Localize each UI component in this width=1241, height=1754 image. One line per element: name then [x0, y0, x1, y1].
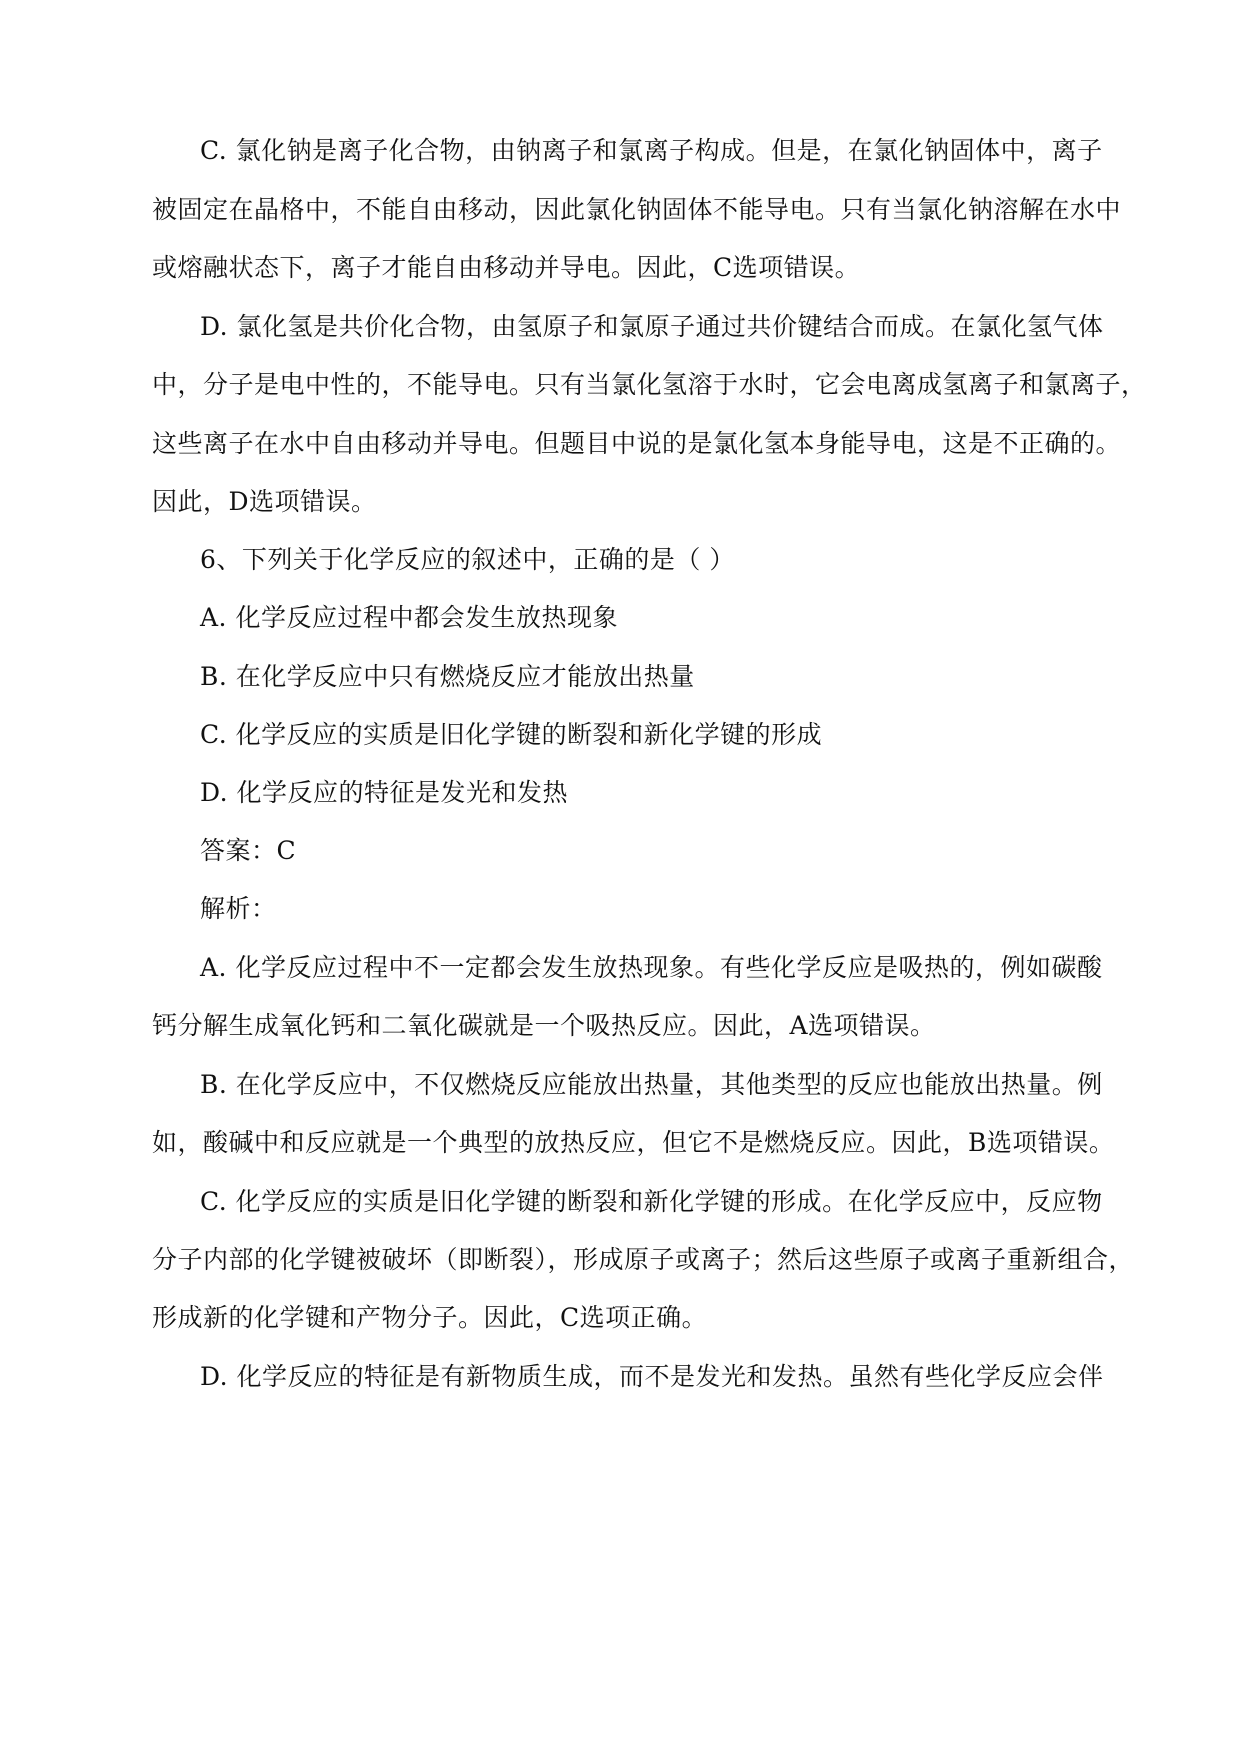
paragraph-line: 被固定在晶格中，不能自由移动，因此氯化钠固体不能导电。只有当氯化钠溶解在水中	[152, 195, 1122, 224]
paragraph-line: D. 化学反应的特征是有新物质生成，而不是发光和发热。虽然有些化学反应会伴	[200, 1362, 1104, 1391]
question-heading: 6、下列关于化学反应的叙述中，正确的是（ ）	[200, 545, 735, 574]
paragraph-line: 这些离子在水中自由移动并导电。但题目中说的是氯化氢本身能导电，这是不正确的。	[152, 429, 1122, 458]
answer-line: 答案：C	[200, 836, 297, 865]
paragraph-line: C. 化学反应的实质是旧化学键的断裂和新化学键的形成。在化学反应中，反应物	[200, 1187, 1103, 1216]
option-a: A. 化学反应过程中都会发生放热现象	[200, 603, 618, 632]
paragraph-line: 或熔融状态下，离子才能自由移动并导电。因此，C选项错误。	[152, 253, 861, 282]
paragraph-line: 中，分子是电中性的，不能导电。只有当氯化氢溶于水时，它会电离成氢离子和氯离子，	[152, 370, 1147, 399]
option-c: C. 化学反应的实质是旧化学键的断裂和新化学键的形成	[200, 720, 823, 749]
paragraph-line: 钙分解生成氧化钙和二氧化碳就是一个吸热反应。因此，A选项错误。	[152, 1011, 936, 1040]
paragraph-line: 分子内部的化学键被破坏（即断裂），形成原子或离子；然后这些原子或离子重新组合，	[152, 1245, 1135, 1274]
paragraph-line: 因此，D选项错误。	[152, 487, 377, 516]
paragraph-line: 形成新的化学键和产物分子。因此，C选项正确。	[152, 1303, 708, 1332]
paragraph-line: C. 氯化钠是离子化合物，由钠离子和氯离子构成。但是，在氯化钠固体中，离子	[200, 136, 1103, 165]
option-b: B. 在化学反应中只有燃烧反应才能放出热量	[200, 662, 695, 691]
paragraph-line: B. 在化学反应中，不仅燃烧反应能放出热量，其他类型的反应也能放出热量。例	[200, 1070, 1103, 1099]
paragraph-line: 如，酸碱中和反应就是一个典型的放热反应，但它不是燃烧反应。因此，B选项错误。	[152, 1128, 1115, 1157]
option-d: D. 化学反应的特征是发光和发热	[200, 778, 569, 807]
paragraph-line: D. 氯化氢是共价化合物，由氢原子和氯原子通过共价键结合而成。在氯化氢气体	[200, 312, 1104, 341]
explanation-label: 解析：	[200, 894, 277, 923]
paragraph-line: A. 化学反应过程中不一定都会发生放热现象。有些化学反应是吸热的，例如碳酸	[200, 953, 1103, 982]
